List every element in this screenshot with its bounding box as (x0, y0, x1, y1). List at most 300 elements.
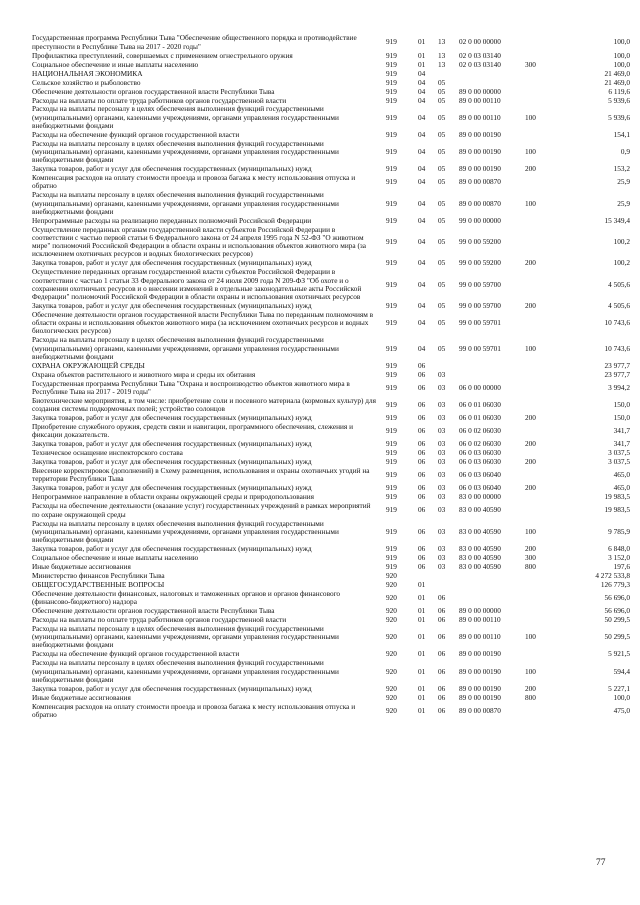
row-amount: 100,0 (613, 37, 630, 47)
row-expense-type (521, 616, 557, 625)
row-subsection-code: 05 (438, 198, 446, 208)
table-row (32, 379, 630, 396)
row-name: Сельское хозяйство и рыболовство (32, 78, 141, 87)
table-row (32, 684, 630, 693)
table-row (32, 165, 630, 174)
row-target-article: 06 0 01 06030 (459, 399, 501, 409)
row-target-article: 83 0 00 40590 (459, 526, 501, 536)
row-admin-code: 919 (386, 470, 397, 480)
row-expense-type (521, 216, 557, 225)
row-admin-code: 919 (386, 237, 397, 247)
row-admin-code: 919 (386, 147, 397, 157)
row-target-article: 06 0 03 06030 (459, 448, 501, 458)
table-row (32, 572, 630, 581)
budget-table (32, 34, 630, 720)
row-amount: 150,0 (613, 399, 630, 409)
row-expense-type (521, 589, 557, 606)
row-expense-type: 200 (525, 457, 536, 467)
row-expense-type: 800 (525, 562, 536, 571)
row-target-article: 89 0 00 00190 (459, 684, 501, 693)
row-admin-code: 919 (386, 301, 397, 310)
row-admin-code: 919 (386, 318, 397, 328)
row-name: Техническое оснащение инспекторского состава (32, 448, 183, 458)
row-section-code (414, 572, 434, 581)
table-row (32, 139, 630, 164)
row-section-code: 06 (418, 457, 426, 467)
row-admin-code: 919 (386, 413, 397, 423)
row-subsection-code: 03 (438, 457, 446, 467)
row-section-code: 04 (418, 301, 426, 310)
row-subsection-code: 03 (438, 439, 446, 449)
row-expense-type (521, 502, 557, 519)
row-name: Закупка товаров, работ и услуг для обеспечения государственных (муниципальных) нужд (32, 164, 312, 174)
row-subsection-code: 05 (438, 279, 446, 289)
row-section-code: 04 (418, 237, 426, 247)
row-expense-type: 200 (525, 259, 536, 268)
row-name: Государственная программа Республики Тыва "Обеспечение общественного порядка и противодействие преступности в Республике Тыва на 2017 - 2020 годы" (32, 34, 357, 51)
row-name: Социальное обеспечение и иные выплаты населению (32, 553, 199, 562)
row-expense-type: 100 (525, 666, 536, 676)
row-target-article: 06 0 02 06030 (459, 426, 501, 436)
row-admin-code: 919 (386, 361, 397, 370)
table-row (32, 484, 630, 493)
row-target-article: 89 0 00 00110 (459, 112, 501, 122)
table-row (32, 69, 630, 78)
row-target-article: 89 0 00 00190 (459, 147, 501, 157)
row-admin-code: 919 (386, 198, 397, 208)
row-admin-code: 919 (386, 96, 397, 105)
row-section-code: 04 (418, 279, 426, 289)
row-name: Закупка товаров, работ и услуг для обеспечения государственных (муниципальных) нужд (32, 413, 312, 423)
page-number: 77 (596, 858, 606, 868)
row-expense-type: 100 (525, 343, 536, 353)
table-row (32, 545, 630, 554)
row-expense-type: 200 (525, 301, 536, 310)
table-row (32, 302, 630, 311)
row-subsection-code: 03 (438, 492, 446, 502)
row-subsection-code: 05 (438, 216, 446, 225)
row-section-code: 04 (418, 69, 426, 78)
row-name: Расходы на выплаты по оплате труда работников органов государственной власти (32, 615, 287, 625)
row-name: Обеспечение деятельности органов государственной власти Республики Тыва по переданным полномочиям в области охраны и использования объектов животного мира (за исключением охотничьих ресурсов и водных биологических ресурсов) (32, 310, 374, 336)
row-subsection-code: 03 (438, 553, 446, 562)
table-row (32, 625, 630, 650)
row-target-article: 06 0 03 06040 (459, 470, 501, 480)
row-name: ОХРАНА ОКРУЖАЮЩЕЙ СРЕДЫ (32, 361, 145, 370)
row-admin-code: 919 (386, 60, 397, 69)
row-target-article: 99 0 00 59200 (459, 237, 501, 247)
table-row (32, 130, 630, 139)
row-admin-code: 919 (386, 130, 397, 139)
row-expense-type (521, 34, 557, 51)
row-section-code: 01 (418, 615, 426, 625)
row-subsection-code (434, 69, 459, 78)
row-expense-type (521, 397, 557, 414)
row-target-article: 89 0 00 00110 (459, 96, 501, 105)
row-section-code: 06 (418, 361, 426, 370)
row-expense-type: 300 (525, 553, 536, 562)
row-name: Расходы на обеспечение деятельности (оказание услуг) государственных учреждений в рамках мероприятий по охране окружающей среды (32, 501, 371, 519)
row-name: Внесение корректировок (дополнений) в Схему размещения, использования и охраны охотничьих угодий на территории Республики Тыва (32, 466, 370, 484)
row-name: Закупка товаров, работ и услуг для обеспечения государственных (муниципальных) нужд (32, 439, 312, 449)
table-row (32, 174, 630, 191)
table-row (32, 414, 630, 423)
row-expense-type: 300 (525, 60, 536, 69)
row-section-code: 01 (418, 592, 426, 602)
row-name: Компенсация расходов на оплату стоимости проезда и провоза багажа к месту использования отпуска и обратно (32, 702, 356, 719)
row-expense-type (521, 87, 557, 96)
row-subsection-code: 05 (438, 96, 446, 105)
row-subsection-code: 13 (438, 37, 446, 47)
row-amount: 50 299,5 (604, 632, 630, 642)
row-name: Расходы на выплаты персоналу в целях обеспечения выполнения функций государственными (муниципальными) органами, казенными учреждениями, органами управления государственными внебюджетными фондами (32, 139, 339, 165)
row-name: Расходы на обеспечение функций органов государственной власти (32, 650, 240, 659)
row-amount: 19 983,5 (604, 492, 630, 502)
row-subsection-code (434, 572, 459, 581)
row-amount: 23 977,7 (604, 361, 630, 370)
row-expense-type: 100 (525, 526, 536, 536)
row-subsection-code: 03 (438, 399, 446, 409)
row-subsection-code: 06 (438, 650, 446, 659)
table-row (32, 34, 630, 51)
row-section-code: 06 (418, 370, 426, 379)
table-row (32, 589, 630, 606)
row-name: Закупка товаров, работ и услуг для обеспечения государственных (муниципальных) нужд (32, 684, 312, 693)
table-row (32, 563, 630, 572)
row-target-article (459, 69, 521, 78)
row-subsection-code: 05 (438, 87, 446, 96)
row-admin-code: 920 (386, 705, 397, 715)
row-target-article: 83 0 00 40590 (459, 562, 501, 571)
row-target-article: 02 0 03 03140 (459, 51, 501, 60)
budget-table-body (32, 34, 630, 720)
row-section-code: 01 (418, 51, 426, 60)
table-row (32, 659, 630, 684)
row-amount: 6 119,6 (608, 87, 630, 96)
budget-document (32, 34, 630, 720)
row-admin-code: 919 (386, 112, 397, 122)
row-amount: 100,2 (613, 259, 630, 268)
row-subsection-code: 03 (438, 470, 446, 480)
row-name: Закупка товаров, работ и услуг для обеспечения государственных (муниципальных) нужд (32, 544, 312, 553)
row-amount: 5 939,6 (608, 96, 630, 105)
row-expense-type (521, 51, 557, 60)
row-amount: 5 939,6 (608, 112, 630, 122)
row-subsection-code: 05 (438, 259, 446, 268)
row-admin-code: 920 (386, 580, 397, 589)
row-subsection-code: 05 (438, 78, 446, 87)
row-amount: 19 983,5 (604, 505, 630, 515)
row-amount: 100,0 (613, 693, 630, 702)
row-expense-type: 200 (525, 439, 536, 449)
row-subsection-code: 05 (438, 343, 446, 353)
row-target-article: 89 0 00 00000 (459, 87, 501, 96)
row-target-article: 06 0 02 06030 (459, 439, 501, 449)
row-admin-code: 919 (386, 87, 397, 96)
row-name: Непрограммные расходы на реализацию переданных полномочий Российской Федерации (32, 216, 312, 225)
row-subsection-code: 06 (438, 632, 446, 642)
row-amount: 21 469,0 (604, 69, 630, 78)
row-subsection-code: 03 (438, 544, 446, 553)
row-name: Государственная программа Республики Тыва "Охрана и воспроизводство объектов животного мира в Республике Тыва на 2017 - 2019 годы" (32, 379, 350, 396)
row-expense-type: 800 (525, 693, 536, 702)
table-row (32, 449, 630, 458)
row-target-article: 83 0 00 40590 (459, 544, 501, 553)
row-admin-code: 919 (386, 216, 397, 225)
row-name: Расходы на выплаты персоналу в целях обеспечения выполнения функций государственными (муниципальными) органами, казенными учреждениями, органами управления государственными внебюджетными фондами (32, 519, 339, 544)
row-amount: 5 921,5 (608, 650, 630, 659)
row-admin-code: 920 (386, 632, 397, 642)
row-expense-type: 200 (525, 484, 536, 493)
table-row (32, 458, 630, 467)
row-admin-code: 919 (386, 399, 397, 409)
row-target-article (459, 361, 521, 370)
row-amount: 6 848,0 (608, 544, 630, 553)
row-admin-code: 919 (386, 78, 397, 87)
row-target-article: 89 0 00 00110 (459, 632, 501, 642)
table-row (32, 467, 630, 484)
row-target-article (459, 78, 521, 87)
row-name: Иные бюджетные ассигнования (32, 693, 131, 702)
row-target-article: 89 0 00 00190 (459, 693, 501, 702)
row-name: Расходы на выплаты персоналу в целях обеспечения выполнения функций государственными (муниципальными) органами, казенными учреждениями, органами управления государственными внебюджетными фондами (32, 624, 339, 650)
row-subsection-code: 03 (438, 505, 446, 515)
row-admin-code: 919 (386, 439, 397, 449)
row-expense-type: 100 (525, 112, 536, 122)
row-section-code: 04 (418, 78, 426, 87)
row-section-code: 06 (418, 484, 426, 493)
row-expense-type: 200 (525, 413, 536, 423)
row-amount: 4 272 533,8 (595, 571, 630, 580)
row-amount: 3 994,2 (608, 382, 630, 392)
row-admin-code: 919 (386, 484, 397, 493)
row-subsection-code: 03 (438, 526, 446, 536)
row-section-code: 01 (418, 684, 426, 693)
row-amount: 25,9 (617, 198, 630, 208)
row-subsection-code: 03 (438, 448, 446, 458)
row-section-code: 06 (418, 382, 426, 392)
row-name: Профилактика преступлений, совершаемых с применением огнестрельного оружия (32, 51, 293, 60)
table-row (32, 96, 630, 105)
table-row (32, 259, 630, 268)
row-section-code: 06 (418, 470, 426, 480)
row-amount: 126 779,3 (600, 580, 630, 589)
row-section-code: 04 (418, 112, 426, 122)
row-expense-type (521, 370, 557, 379)
row-admin-code: 919 (386, 426, 397, 436)
row-admin-code: 919 (386, 448, 397, 458)
row-target-article: 89 0 00 00870 (459, 705, 501, 715)
row-name: ОБЩЕГОСУДАРСТВЕННЫЕ ВОПРОСЫ (32, 580, 165, 589)
row-name: Министерство финансов Республики Тыва (32, 571, 165, 580)
row-section-code: 01 (418, 37, 426, 47)
row-amount: 21 469,0 (604, 78, 630, 87)
row-subsection-code: 03 (438, 413, 446, 423)
row-expense-type (521, 379, 557, 396)
row-section-code: 06 (418, 505, 426, 515)
row-amount: 4 505,6 (608, 279, 630, 289)
row-subsection-code: 13 (438, 51, 446, 60)
row-subsection-code: 03 (438, 382, 446, 392)
table-row (32, 702, 630, 719)
row-name: Закупка товаров, работ и услуг для обеспечения государственных (муниципальных) нужд (32, 457, 312, 467)
row-subsection-code: 05 (438, 147, 446, 157)
row-subsection-code: 03 (438, 426, 446, 436)
table-row (32, 105, 630, 130)
table-row (32, 440, 630, 449)
row-amount: 100,0 (613, 51, 630, 60)
row-target-article: 99 0 00 59700 (459, 279, 501, 289)
row-section-code: 01 (418, 606, 426, 616)
row-section-code: 04 (418, 259, 426, 268)
row-name: Закупка товаров, работ и услуг для обеспечения государственных (муниципальных) нужд (32, 259, 312, 268)
row-name: Закупка товаров, работ и услуг для обеспечения государственных (муниципальных) нужд (32, 301, 312, 310)
row-admin-code: 919 (386, 370, 397, 379)
row-amount: 10 743,6 (604, 318, 630, 328)
row-expense-type (521, 449, 557, 458)
row-admin-code: 919 (386, 492, 397, 502)
row-amount: 197,6 (613, 562, 630, 571)
row-amount: 56 696,0 (604, 606, 630, 616)
row-target-article: 89 0 00 00000 (459, 606, 501, 616)
row-expense-type (521, 580, 557, 589)
table-row (32, 554, 630, 563)
row-amount: 154,1 (613, 130, 630, 139)
table-row (32, 397, 630, 414)
row-subsection-code: 06 (438, 705, 446, 715)
table-row (32, 78, 630, 87)
row-name: Обеспечение деятельности органов государственной власти Республики Тыва (32, 87, 275, 96)
row-target-article (459, 370, 521, 379)
row-name: Расходы на выплаты персоналу в целях обеспечения выполнения функций государственными (муниципальными) органами, казенными учреждениями, органами управления государственными внебюджетными фондами (32, 105, 339, 130)
row-expense-type: 200 (525, 164, 536, 174)
row-name: Расходы на обеспечение функций органов государственной власти (32, 130, 240, 139)
row-target-article (459, 580, 521, 589)
table-row (32, 607, 630, 616)
row-expense-type: 100 (525, 147, 536, 157)
row-name: Обеспечение деятельности органов государственной власти Республики Тыва (32, 606, 275, 616)
row-amount: 4 505,6 (608, 301, 630, 310)
row-subsection-code: 05 (438, 237, 446, 247)
row-name: Обеспечение деятельности финансовых, налоговых и таможенных органов и органов финансового (финансово-бюджетного) надзора (32, 589, 341, 607)
table-row (32, 650, 630, 659)
row-subsection-code: 03 (438, 370, 446, 379)
row-expense-type (521, 423, 557, 440)
table-row (32, 60, 630, 69)
row-subsection-code (434, 580, 459, 589)
row-admin-code: 920 (386, 571, 397, 580)
row-amount: 100,2 (613, 237, 630, 247)
row-expense-type (521, 361, 557, 370)
row-section-code: 06 (418, 426, 426, 436)
table-row (32, 268, 630, 302)
row-expense-type (521, 225, 557, 259)
row-target-article: 89 0 00 00190 (459, 650, 501, 659)
table-row (32, 519, 630, 544)
row-target-article: 99 0 00 00000 (459, 216, 501, 225)
row-name: Иные бюджетные ассигнования (32, 562, 131, 571)
row-section-code: 01 (418, 705, 426, 715)
row-target-article: 89 0 00 00190 (459, 666, 501, 676)
row-name: Приобретение служебного оружия, средств связи и навигации, программного обеспечения, слежения и фиксации доказательств. (32, 422, 354, 440)
row-target-article: 06 0 03 06040 (459, 484, 501, 493)
row-section-code: 01 (418, 632, 426, 642)
row-amount: 0,9 (620, 147, 630, 157)
table-row (32, 616, 630, 625)
row-name: Осуществление переданных органам государственной власти субъектов Российской Федерации в соответствии с частью 1 статьи 33 Федерального закона от 24 июля 2009 года N 209-ФЗ "Об охоте и о сохранении охотничьих ресурсов и о внесении изменений в отдельные законодательные акты Российской Федерации" полномочий Российской Федерации в области охраны и использования охотничьих ресурсов (32, 267, 362, 301)
row-section-code: 06 (418, 562, 426, 571)
table-row (32, 51, 630, 60)
row-amount: 15 349,4 (604, 216, 630, 225)
row-admin-code: 919 (386, 382, 397, 392)
row-subsection-code: 05 (438, 318, 446, 328)
row-subsection-code: 05 (438, 112, 446, 122)
row-name: Расходы на выплаты по оплате труда работников органов государственной власти (32, 96, 287, 105)
row-section-code: 01 (418, 666, 426, 676)
table-row (32, 361, 630, 370)
row-expense-type (521, 493, 557, 502)
row-section-code: 06 (418, 413, 426, 423)
row-admin-code: 919 (386, 177, 397, 187)
row-section-code: 06 (418, 544, 426, 553)
table-row (32, 87, 630, 96)
row-section-code: 04 (418, 318, 426, 328)
row-amount: 5 227,1 (608, 684, 630, 693)
row-admin-code: 919 (386, 37, 397, 47)
table-row (32, 191, 630, 216)
row-target-article: 89 0 00 00870 (459, 177, 501, 187)
row-amount: 594,4 (613, 666, 630, 676)
row-section-code: 04 (418, 87, 426, 96)
row-target-article: 89 0 00 00110 (459, 615, 501, 625)
row-amount: 50 299,5 (604, 615, 630, 625)
row-section-code: 06 (418, 399, 426, 409)
row-admin-code: 919 (386, 164, 397, 174)
row-amount: 25,9 (617, 177, 630, 187)
row-section-code: 06 (418, 439, 426, 449)
row-subsection-code: 06 (438, 606, 446, 616)
row-subsection-code: 05 (438, 177, 446, 187)
row-section-code: 01 (418, 650, 426, 659)
row-subsection-code: 06 (438, 666, 446, 676)
row-target-article: 83 0 00 40590 (459, 553, 501, 562)
table-row (32, 423, 630, 440)
row-expense-type (521, 96, 557, 105)
row-expense-type (521, 702, 557, 719)
row-section-code: 04 (418, 216, 426, 225)
table-row (32, 225, 630, 259)
row-amount: 465,0 (613, 470, 630, 480)
row-admin-code: 920 (386, 606, 397, 616)
row-admin-code: 919 (386, 553, 397, 562)
row-admin-code: 920 (386, 684, 397, 693)
row-amount: 9 785,9 (608, 526, 630, 536)
table-row (32, 693, 630, 702)
row-target-article: 83 0 00 40590 (459, 505, 501, 515)
row-amount: 3 037,5 (608, 448, 630, 458)
row-expense-type (521, 467, 557, 484)
row-section-code: 04 (418, 147, 426, 157)
row-amount: 3 152,0 (608, 553, 630, 562)
row-admin-code: 919 (386, 457, 397, 467)
row-admin-code: 919 (386, 343, 397, 353)
row-admin-code: 920 (386, 615, 397, 625)
row-amount: 153,2 (613, 164, 630, 174)
table-row (32, 580, 630, 589)
row-subsection-code (434, 361, 459, 370)
row-name: Расходы на выплаты персоналу в целях обеспечения выполнения функций государственными (муниципальными) органами, казенными учреждениями, органами управления государственными внебюджетными фондами (32, 335, 339, 361)
row-name: Охрана объектов растительного и животного мира и среды их обитания (32, 370, 256, 379)
